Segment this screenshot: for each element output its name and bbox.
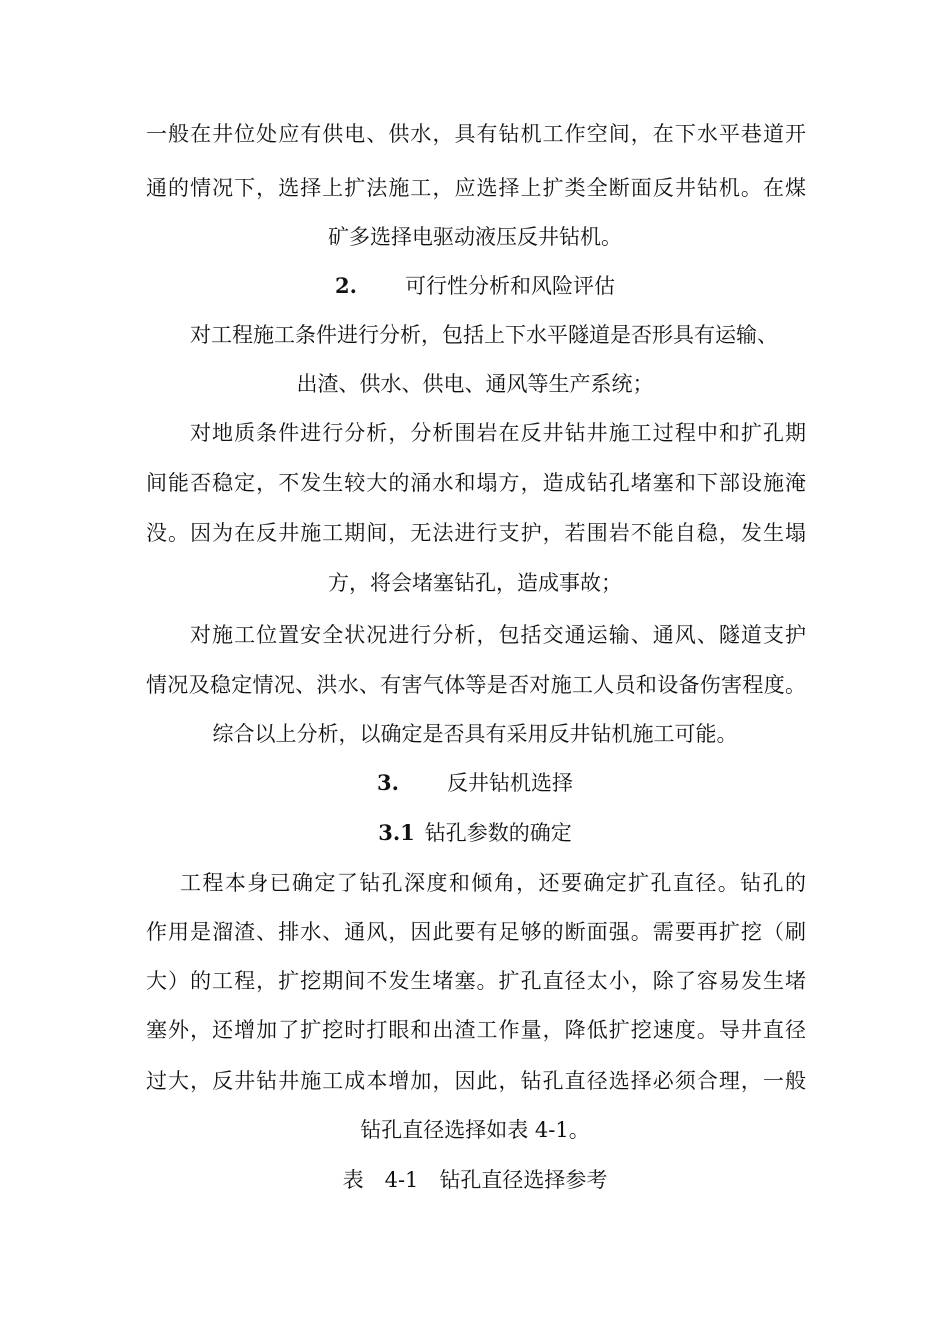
paragraph-line: 综合以上分析，以确定是否具有采用反井钻机施工可能。 [212, 722, 738, 746]
subsection-number: 3.1 [378, 820, 415, 845]
section-title: 可行性分析和风险评估 [404, 274, 615, 298]
paragraph-line: 对工程施工条件进行分析，包括上下水平隧道是否形具有运输、 [190, 323, 778, 347]
paragraph-line: 没。因为在反井施工期间，无法进行支护，若围岩不能自稳，发生塌 [146, 521, 806, 545]
paragraph-line: 塞外，还增加了扩挖时打眼和出渣工作量，降低扩挖速度。导井直径 [146, 1018, 806, 1042]
paragraph-line: 工程本身已确定了钻孔深度和倾角，还要确定扩孔直径。钻孔的 [180, 871, 806, 895]
subsection-title: 钻孔参数的确定 [424, 821, 572, 845]
paragraph-line: 对地质条件进行分析，分析围岩在反井钻井施工过程中和扩孔期 [190, 421, 806, 445]
section-title: 反井钻机选择 [446, 771, 573, 795]
paragraph-line: 大）的工程，扩挖期间不发生堵塞。扩孔直径太小，除了容易发生堵 [146, 969, 806, 993]
paragraph-line: 钻孔直径选择如表 4-1。 [360, 1118, 590, 1142]
section-heading-2 [0, 271, 950, 301]
paragraph-line: 对施工位置安全状况进行分析，包括交通运输、通风、隧道支护 [190, 623, 806, 647]
paragraph-line: 通的情况下，选择上扩法施工，应选择上扩类全断面反井钻机。在煤 [146, 176, 806, 200]
paragraph-line: 情况及稳定情况、洪水、有害气体等是否对施工人员和设备伤害程度。 [146, 673, 806, 697]
paragraph-line: 过大，反井钻井施工成本增加，因此，钻孔直径选择必须合理，一般 [146, 1069, 806, 1093]
paragraph-line: 间能否稳定，不发生较大的涌水和塌方，造成钻孔堵塞和下部设施淹 [146, 471, 806, 495]
paragraph-line: 出渣、供水、供电、通风等生产系统； [296, 372, 654, 396]
section-number: 3. [377, 770, 399, 795]
paragraph-line: 方，将会堵塞钻孔，造成事故； [328, 571, 622, 595]
paragraph-line: 一般在井位处应有供电、供水，具有钻机工作空间，在下水平巷道开 [146, 122, 806, 146]
paragraph-line: 矿多选择电驱动液压反井钻机。 [328, 225, 622, 249]
paragraph-line: 作用是溜渣、排水、通风，因此要有足够的断面强。需要再扩挖（刷 [146, 920, 806, 944]
section-number: 2. [335, 273, 357, 298]
subsection-heading-3-1 [0, 818, 950, 848]
table-caption: 表 4-1 钻孔直径选择参考 [342, 1168, 608, 1192]
section-heading-3 [0, 768, 950, 798]
